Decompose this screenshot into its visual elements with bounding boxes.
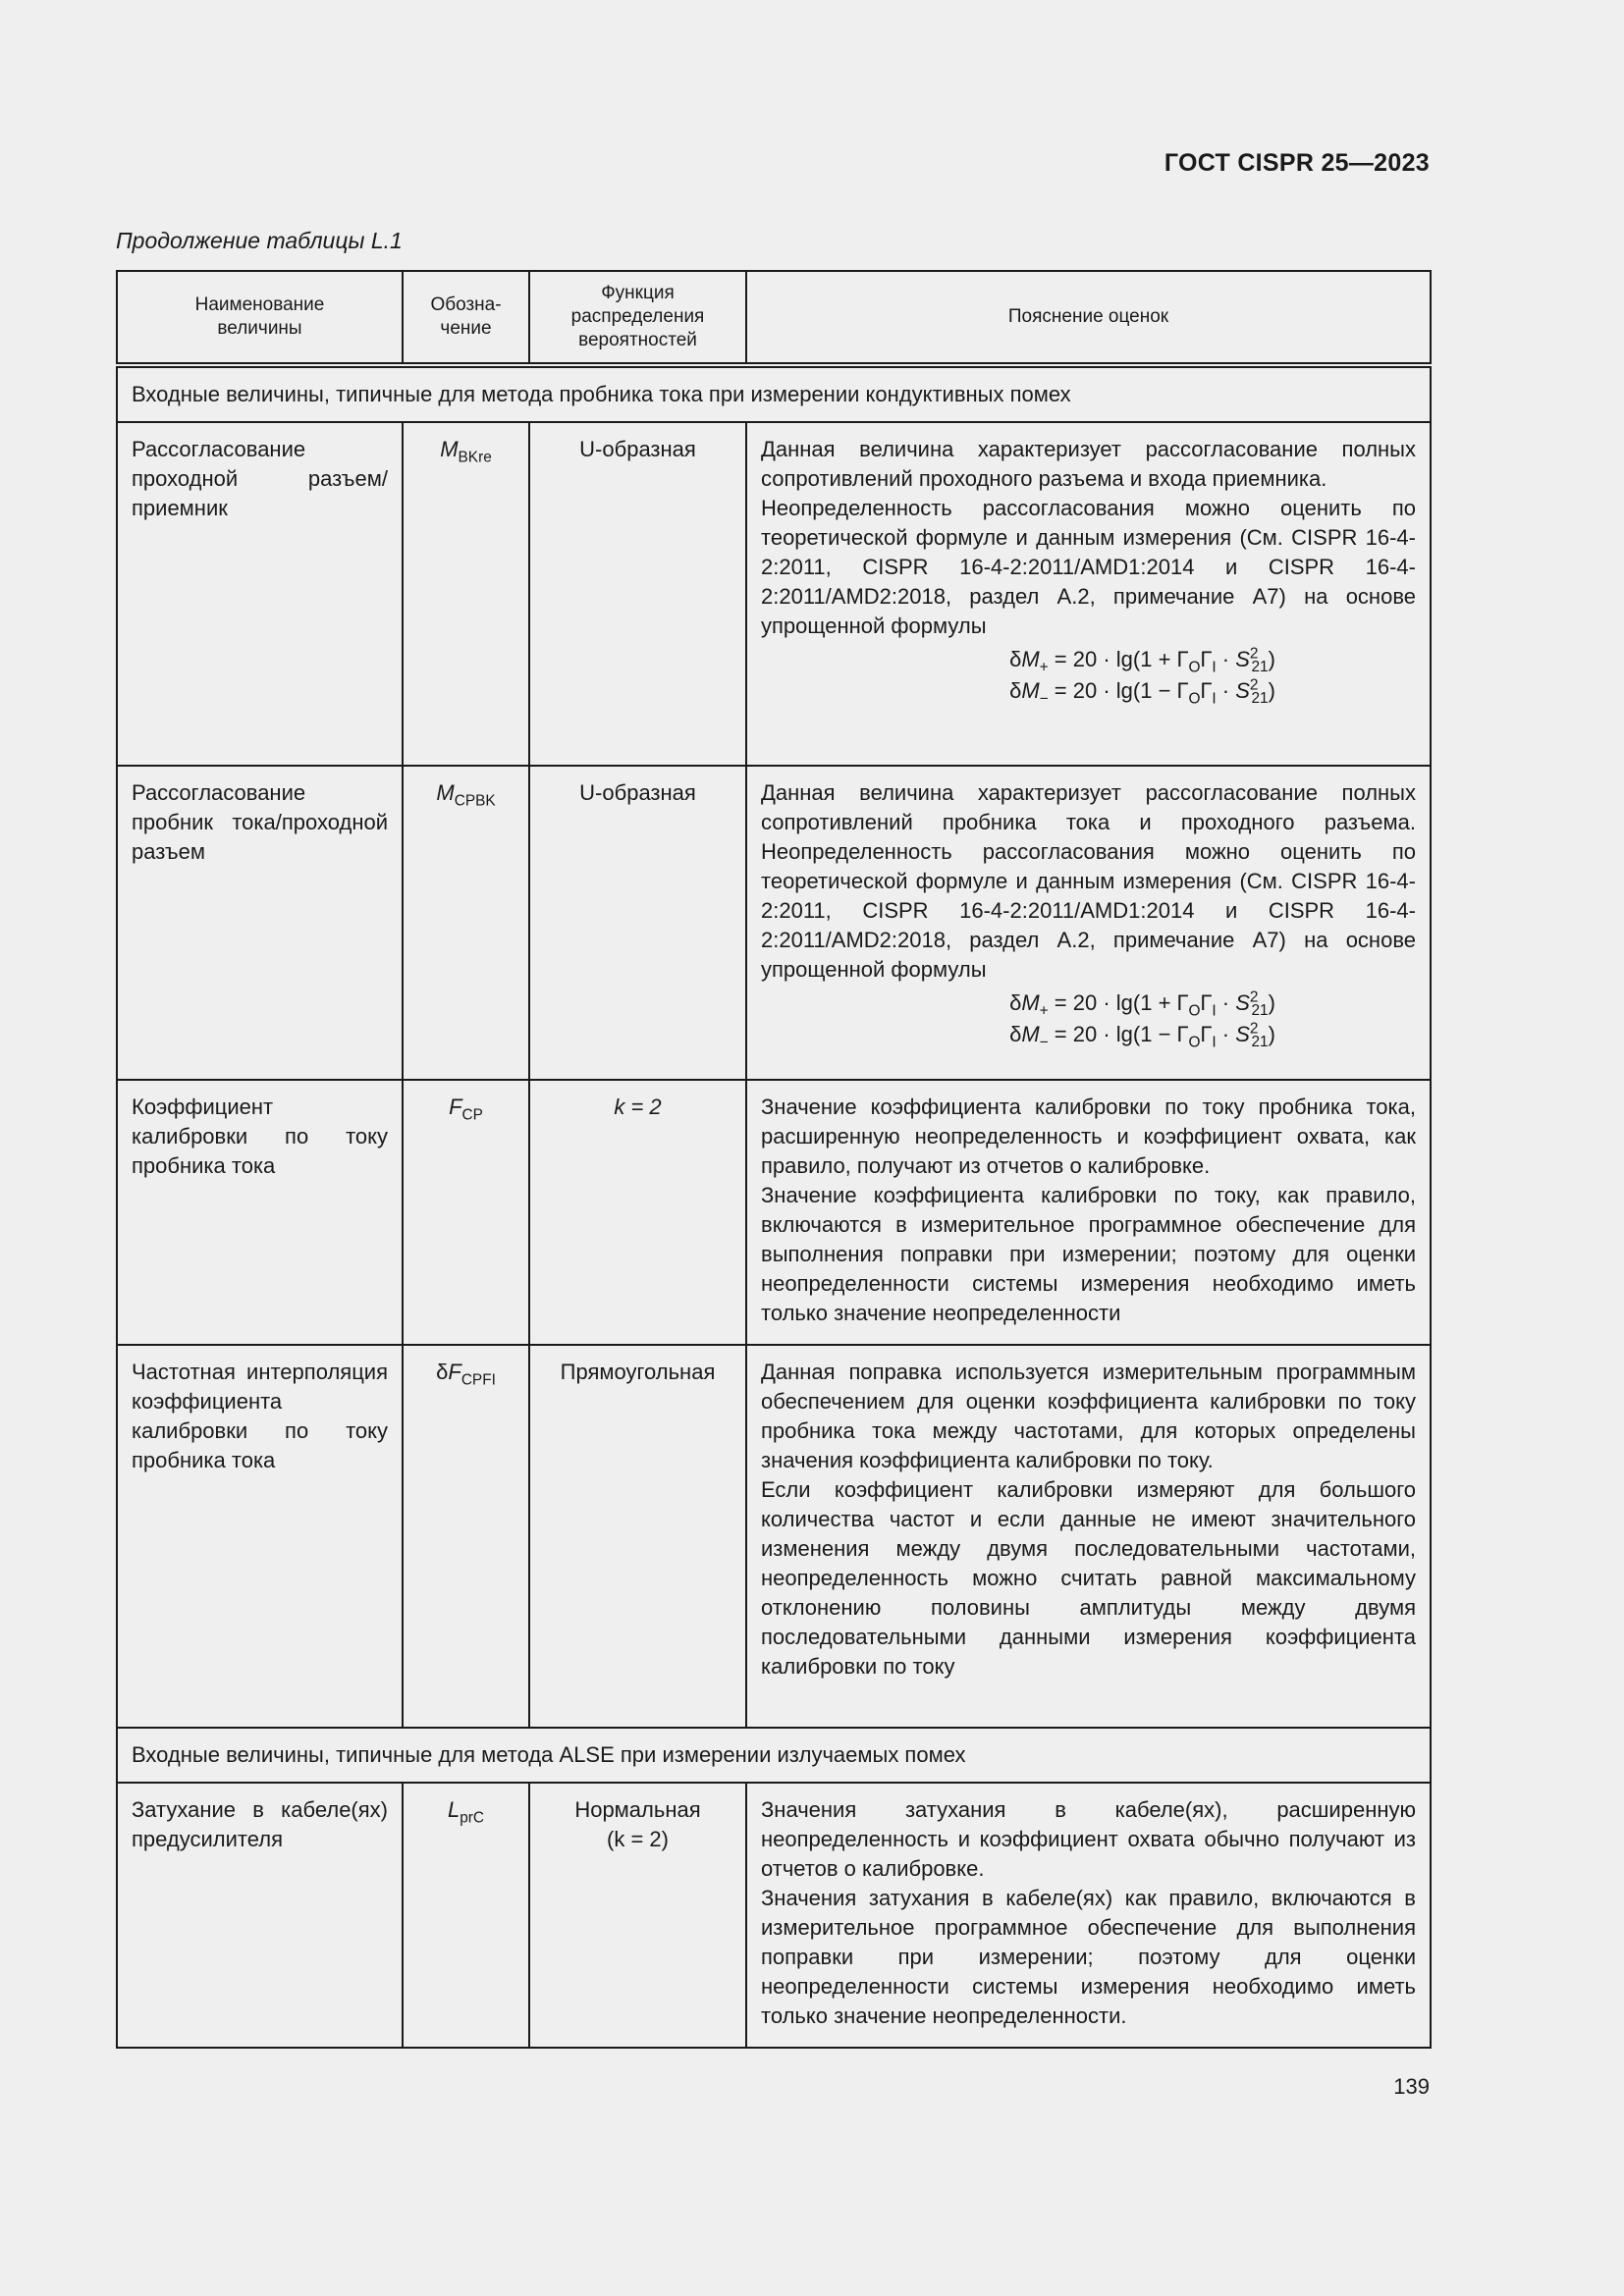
page-number: 139 (1393, 2074, 1430, 2099)
distribution: U-образная (529, 766, 746, 1080)
formula-plus: $\delta M_+ = 20 \cdot \lg(1 + Г_OГ_I \cdot S^2_{21})$ (1009, 645, 1275, 676)
explanation-text: Неопределенность рассогласования можно оценить по теоретической формуле и данным измерения (См. CISPR 16-4-2:2011, CISPR 16-4-2:2011/AMD1:2014 и CISPR 16-4-2:2011/AMD2:2018, раздел A.2, примечание A7) на основе упрощенной формулы (761, 496, 1416, 638)
formula-plus: $\delta M_+ = 20 \cdot \lg(1 + Г_OГ_I \cdot S^2_{21})$ (1009, 988, 1275, 1020)
header-symbol: Обозна- чение (403, 271, 529, 365)
quantity-name: Затухание в кабеле(ях) предусилителя (117, 1783, 403, 2048)
quantity-symbol: $M_{CPBK}$ (403, 766, 529, 1080)
table-row (117, 1345, 1431, 1728)
explanation-text: Значение коэффициента калибровки по току, как правило, включаются в измерительное программное обеспечение для выполнения поправки при измерении; поэтому для оценки неопределенности системы измерения необходимо иметь только значение неопределенности (761, 1183, 1416, 1325)
formula-minus: $\delta M_- = 20 \cdot \lg(1 - Г_OГ_I \cdot S^2_{21})$ (1009, 676, 1275, 708)
quantity-name: Рассогласование пробник тока/проходной разъем (117, 766, 403, 1080)
table-header-row (117, 271, 1431, 365)
explanation-text: Если коэффициент калибровки измеряют для большого количества частот и если данные не имеют значительного изменения между двумя последовательными частотами, неопределенность можно считать равной максимальному отклонению половины амплитуды между двумя последовательными данными измерения коэффициента калибровки по току (761, 1477, 1416, 1679)
quantity-symbol: $L_{prC}$ (403, 1783, 529, 2048)
explanation (746, 1080, 1431, 1345)
explanation-text: Данная поправка используется измерительным программным обеспечением для оценки коэффициента калибровки по току пробника тока между частотами, для которых определены значения коэффициента калибровки по току. (761, 1360, 1416, 1472)
uncertainty-table (116, 270, 1432, 2049)
explanation-text: Значения затухания в кабеле(ях), расширенную неопределенность и коэффициент охвата обычно получают из отчетов о калибровке. (761, 1797, 1416, 1881)
explanation (746, 1783, 1431, 2048)
table-row (117, 766, 1431, 1080)
quantity-name: Частотная интерполяция коэффициента калибровки по току пробника тока (117, 1345, 403, 1728)
explanation (746, 766, 1431, 1080)
table-row (117, 422, 1431, 766)
distribution: U-образная (529, 422, 746, 766)
quantity-name: Коэффициент калибровки по току пробника тока (117, 1080, 403, 1345)
distribution-line: Нормальная (574, 1797, 701, 1822)
explanation-text: Значения затухания в кабеле(ях) как правило, включаются в измерительное программное обеспечение для выполнения поправки при измерении; поэтому для оценки неопределенности системы измерения необходимо иметь только значение неопределенности. (761, 1886, 1416, 2028)
quantity-symbol: $M_{BKre}$ (403, 422, 529, 766)
quantity-name: Рассогласование проходной разъем/приемник (117, 422, 403, 766)
formula-block (761, 988, 1416, 1049)
distribution (529, 1783, 746, 2048)
explanation-text: Значение коэффициента калибровки по току пробника тока, расширенную неопределенность и коэффициент охвата, как правило, получают из отчетов о калибровке. (761, 1095, 1416, 1178)
section-row (117, 1728, 1431, 1783)
formula-block (761, 645, 1416, 706)
distribution: k = 2 (529, 1080, 746, 1345)
distribution-line: (k = 2) (607, 1827, 669, 1851)
explanation-text: Данная величина характеризует рассогласование полных сопротивлений проходного разъема и входа приемника. (761, 437, 1416, 491)
explanation (746, 1345, 1431, 1728)
section-title: Входные величины, типичные для метода ALSE при измерении излучаемых помех (117, 1728, 1431, 1783)
table-row (117, 1783, 1431, 2048)
explanation-text: Данная величина характеризует рассогласование полных сопротивлений пробника тока и проходного разъема. Неопределенность рассогласования можно оценить по теоретической формуле и данным измерения (См. CISPR 16-4-2:2011, CISPR 16-4-2:2011/AMD1:2014 и CISPR 16-4-2:2011/AMD2:2018, раздел A.2, примечание A7) на основе упрощенной формулы (761, 780, 1416, 982)
explanation (746, 422, 1431, 766)
quantity-symbol: $F_{CP}$ (403, 1080, 529, 1345)
header-name: Наименование величины (117, 271, 403, 365)
formula-minus: $\delta M_- = 20 \cdot \lg(1 - Г_OГ_I \cdot S^2_{21})$ (1009, 1020, 1275, 1051)
header-explanation: Пояснение оценок (746, 271, 1431, 365)
table-row (117, 1080, 1431, 1345)
section-row (117, 365, 1431, 422)
distribution: Прямоугольная (529, 1345, 746, 1728)
quantity-symbol: $\delta F_{CPFI}$ (403, 1345, 529, 1728)
document-code: ГОСТ CISPR 25—2023 (1164, 149, 1430, 177)
section-title: Входные величины, типичные для метода пробника тока при измерении кондуктивных помех (117, 365, 1431, 422)
table-caption: Продолжение таблицы L.1 (116, 228, 403, 253)
header-distribution: Функция распределения вероятностей (529, 271, 746, 365)
